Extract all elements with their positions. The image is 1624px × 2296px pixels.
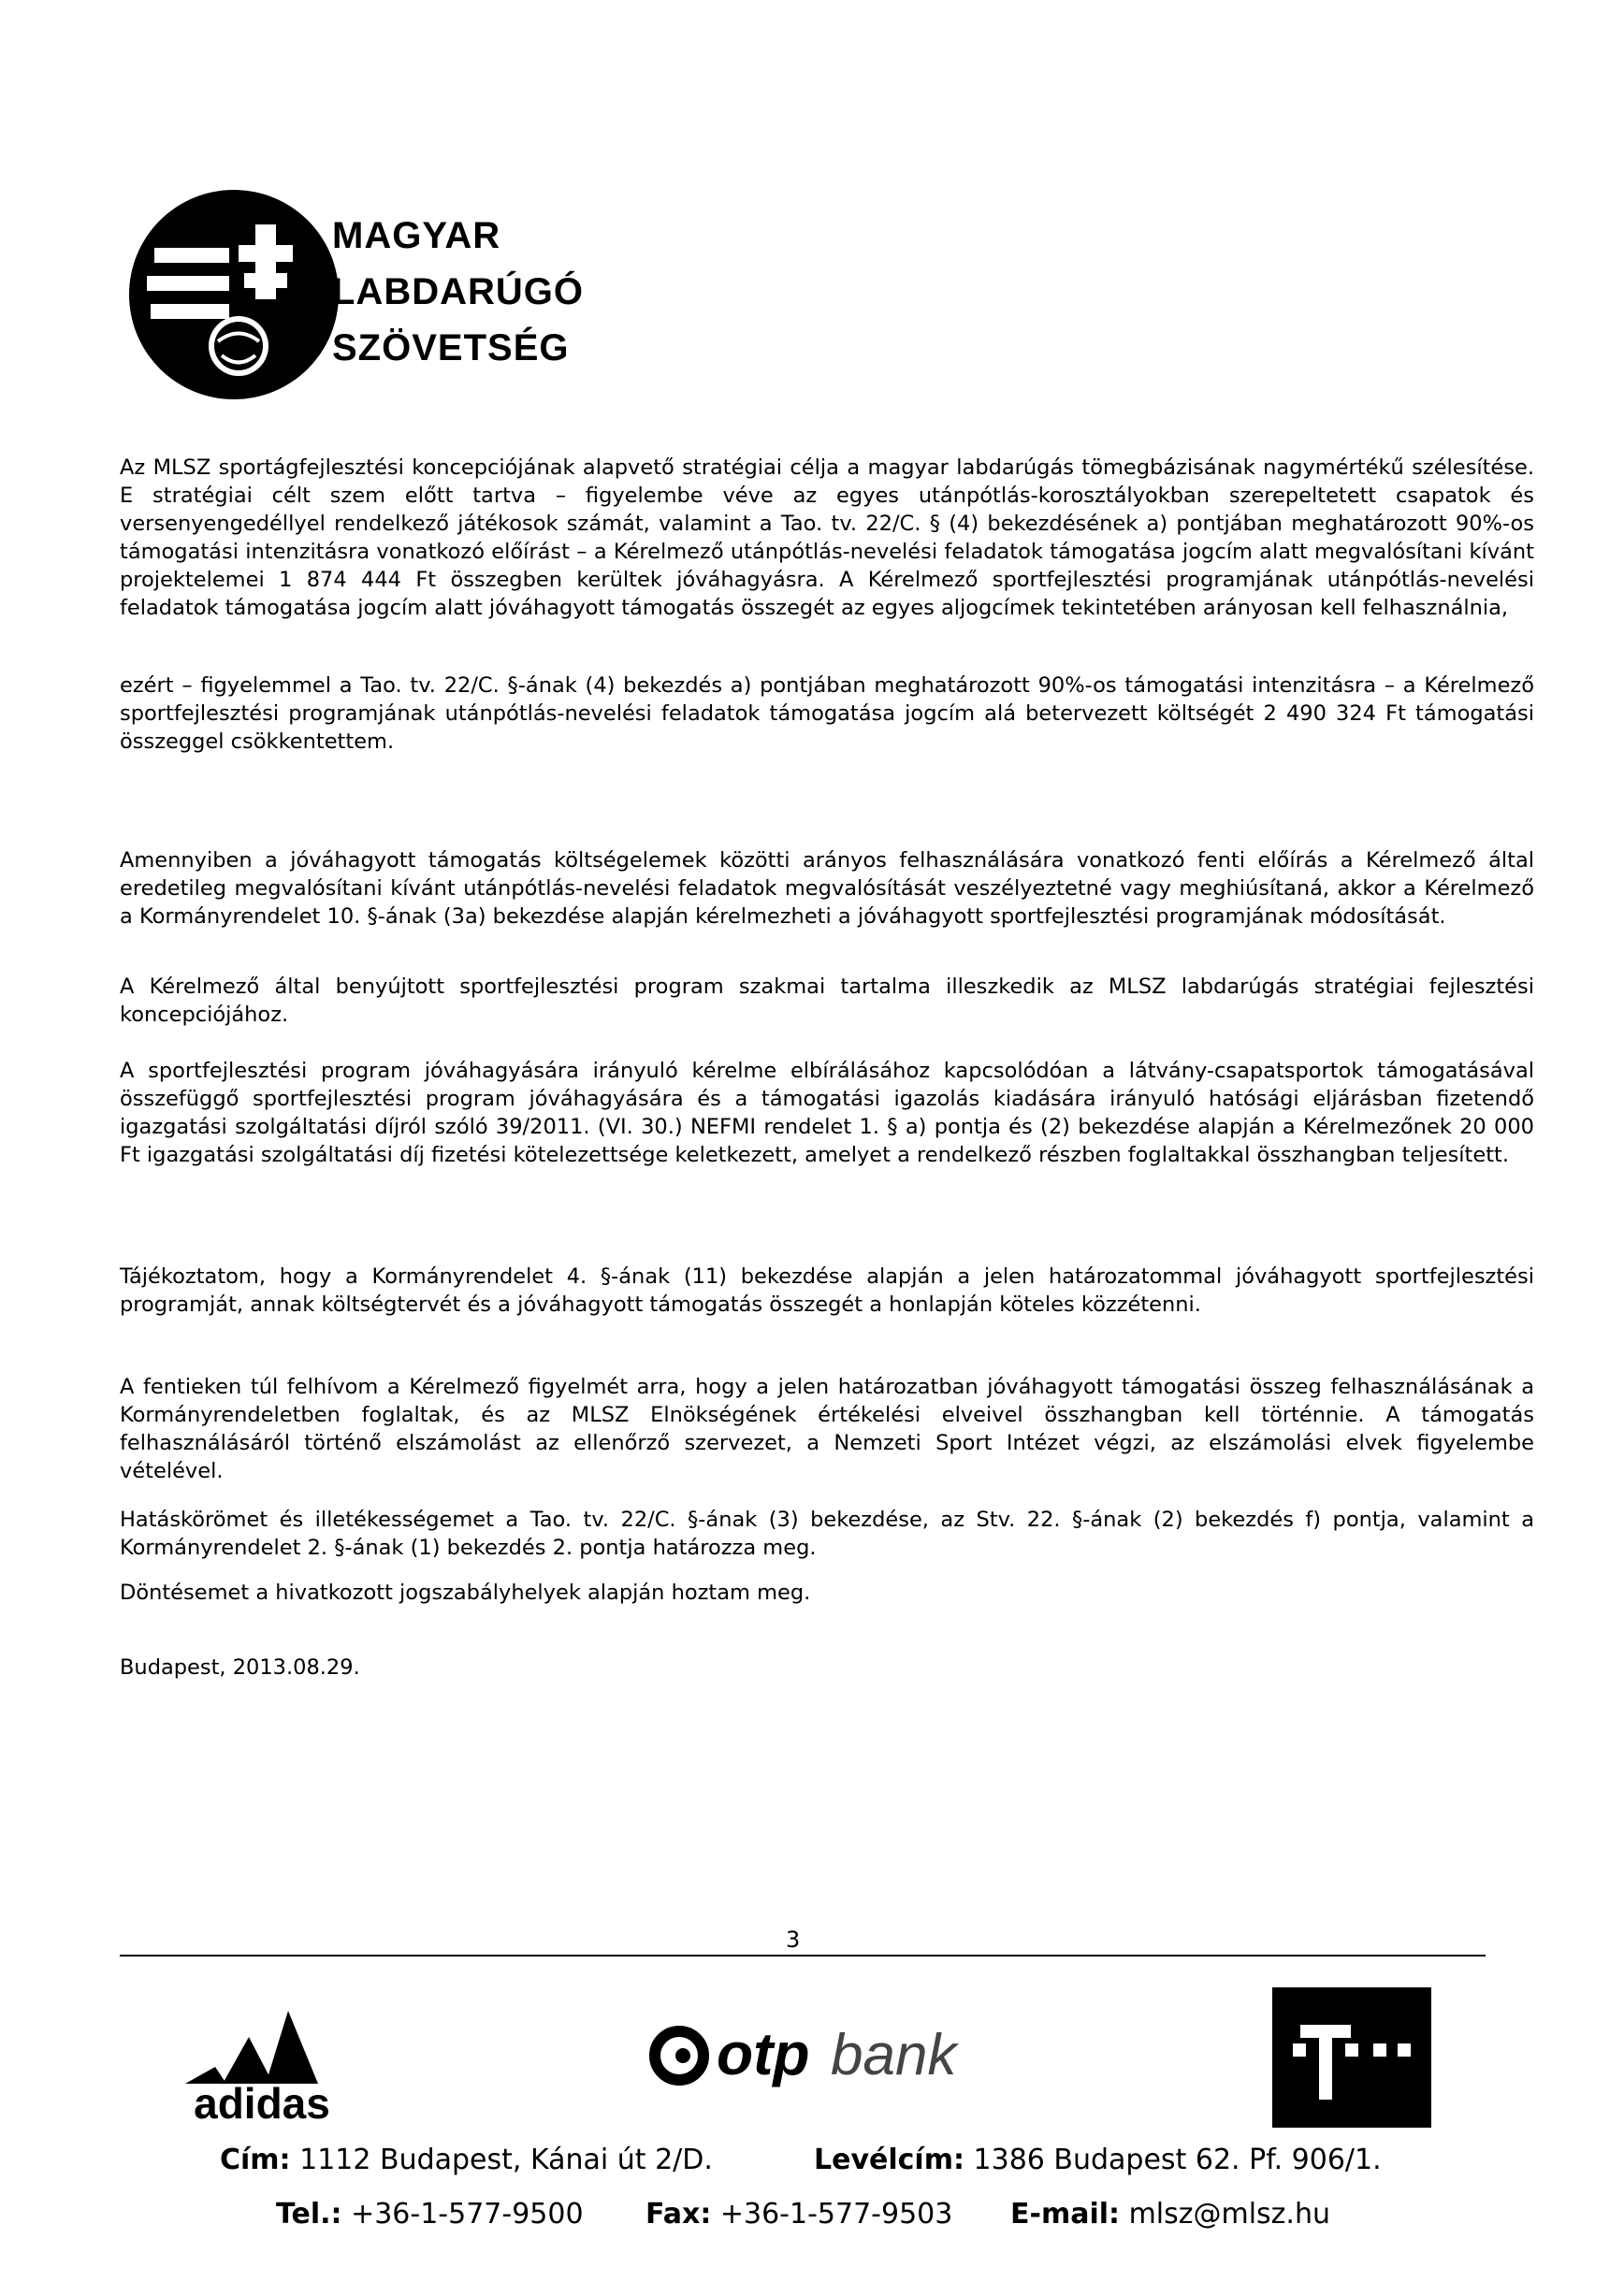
- adidas-logo-icon: [168, 1983, 355, 2123]
- otp-wordmark-light: bank: [831, 2023, 957, 2087]
- contact-phone: [276, 2198, 584, 2231]
- otp-wordmark-bold: otp: [717, 2020, 810, 2087]
- address-label: Cím:: [220, 2144, 291, 2176]
- logo-wordmark: [332, 208, 584, 376]
- paragraph-jurisdiction: Hatáskörömet és illetékességemet a Tao. tv. 22/C. §-ának (3) bekezdése, az Stv. 22. §-ának (2) bekezdés f) pontja, valamint a Kormányrendelet 2. §-ának (1) bekezdés 2. pontja határozza meg.: [120, 1508, 1534, 1560]
- adidas-wordmark: adidas: [194, 2079, 330, 2123]
- paragraph-fee: A sportfejlesztési program jóváhagyására irányuló kérelme elbírálásához kapcsolódóan a látvány-csapatsportok támogatásával összefüggő sportfejlesztési program jóváhagyására és a támogatási igazolás kiadására irányuló hatósági eljárásban fizetendő igazgatási szolgáltatási díjról szóló 39/2011. (VI. 30.) NEFMI rendelet 1. § a) pontja és (2) bekezdése alapján a Kérelmezőnek 20 000 Ft igazgatási szolgáltatási díj fizetési kötelezettsége keletkezett, amelyet a rendelkező részben foglaltakkal összhangban teljesített.: [120, 1059, 1534, 1167]
- paragraph-usage: A fentieken túl felhívom a Kérelmező figyelmét arra, hogy a jelen határozatban jóváhagyott támogatási összeg felhasználásának a Kormányrendeletben foglaltak, és az MLSZ Elnökségének értékelési elveivel összhangban kell történnie. A támogatás felhasználásáról történő elszámolást az ellenőrző szervezet, a Nemzeti Sport Intézet végzi, az elszámolási elvek figyelembe vételével.: [120, 1375, 1534, 1483]
- contact-fax: [645, 2198, 952, 2231]
- mlsz-logo: [126, 187, 613, 402]
- paragraph-publication: Tájékoztatom, hogy a Kormányrendelet 4. §-ának (11) bekezdése alapján a jelen határozatommal jóváhagyott sportfejlesztési programját, annak költségtervét és a jóváhagyott támogatás összegét a honlapján köteles közzétenni.: [120, 1264, 1534, 1317]
- mlsz-emblem-icon: [126, 187, 341, 402]
- paragraph-strategy: Az MLSZ sportágfejlesztési koncepciójának alapvető stratégiai célja a magyar labdarúgás tömegbázisának nagymértékű szélesítése. E stratégiai célt szem előtt tartva – figyelembe véve az egyes utánpótlás-korosztályokban szerepeltetett csapatok és versenyengedéllyel rendelkező játékosok számát, valamint a Tao. tv. 22/C. § (4) bekezdésének a) pontjában meghatározott 90%-os támogatási intenzitásra vonatkozó előírást – a Kérelmező utánpótlás-nevelési feladatok támogatása jogcím alatt megvalósítani kívánt projektelemei 1 874 444 Ft összegben kerültek jóváhagyásra. A Kérelmező sportfejlesztési programjának utánpótlás-nevelési feladatok támogatása jogcím alatt jóváhagyott támogatás összegét az egyes aljogcímek tekintetében arányosan kell felhasználnia,: [120, 455, 1534, 620]
- postal-value: 1386 Budapest 62. Pf. 906/1.: [973, 2144, 1382, 2176]
- logo-line-3: SZÖVETSÉG: [332, 327, 570, 368]
- paragraph-conformity: A Kérelmező által benyújtott sportfejlesztési program szakmai tartalma illeszkedik az MLSZ labdarúgás stratégiai fejlesztési koncepciójához.: [120, 975, 1534, 1027]
- contact-address: [220, 2144, 713, 2176]
- email-value[interactable]: mlsz@mlsz.hu: [1128, 2198, 1330, 2231]
- postal-label: Levélcím:: [814, 2144, 964, 2176]
- paragraph-modification: Amennyiben a jóváhagyott támogatás költségelemek közötti arányos felhasználására vonatkozó fenti előírás a Kérelmező által eredetileg megvalósítani kívánt utánpótlás-nevelési feladatok megvalósítását veszélyeztetné vagy meghiúsítaná, akkor a Kérelmező a Kormányrendelet 10. §-ának (3a) bekezdése alapján kérelmezheti a jóváhagyott sportfejlesztési programjának módosítását.: [120, 848, 1534, 929]
- logo-line-1: MAGYAR: [332, 215, 501, 256]
- logo-line-2: LABDARÚGÓ: [332, 271, 584, 312]
- paragraph-decision: Döntésemet a hivatkozott jogszabályhelyek alapján hoztam meg.: [120, 1581, 811, 1605]
- contact-email[interactable]: [1010, 2198, 1330, 2231]
- address-value: 1112 Budapest, Kánai út 2/D.: [299, 2144, 713, 2176]
- phone-value: +36-1-577-9500: [351, 2198, 584, 2231]
- fax-label: Fax:: [645, 2198, 712, 2231]
- otpbank-logo-icon: [645, 2001, 982, 2104]
- contact-postal: [814, 2144, 1382, 2176]
- telekom-logo-icon: [1272, 1987, 1431, 2128]
- page-number: 3: [786, 1927, 801, 1953]
- paragraph-reduction: ezért – figyelemmel a Tao. tv. 22/C. §-ának (4) bekezdés a) pontjában meghatározott 90%-os támogatási intenzitásra – a Kérelmező sportfejlesztési programjának utánpótlás-nevelési feladatok támogatása jogcím alá betervezett költségét 2 490 324 Ft támogatási összeggel csökkentettem.: [120, 673, 1534, 754]
- phone-label: Tel.:: [276, 2198, 342, 2231]
- date-place: Budapest, 2013.08.29.: [120, 1655, 360, 1680]
- email-label: E-mail:: [1010, 2198, 1121, 2231]
- footer-divider: [120, 1955, 1486, 1957]
- fax-value: +36-1-577-9503: [719, 2198, 953, 2231]
